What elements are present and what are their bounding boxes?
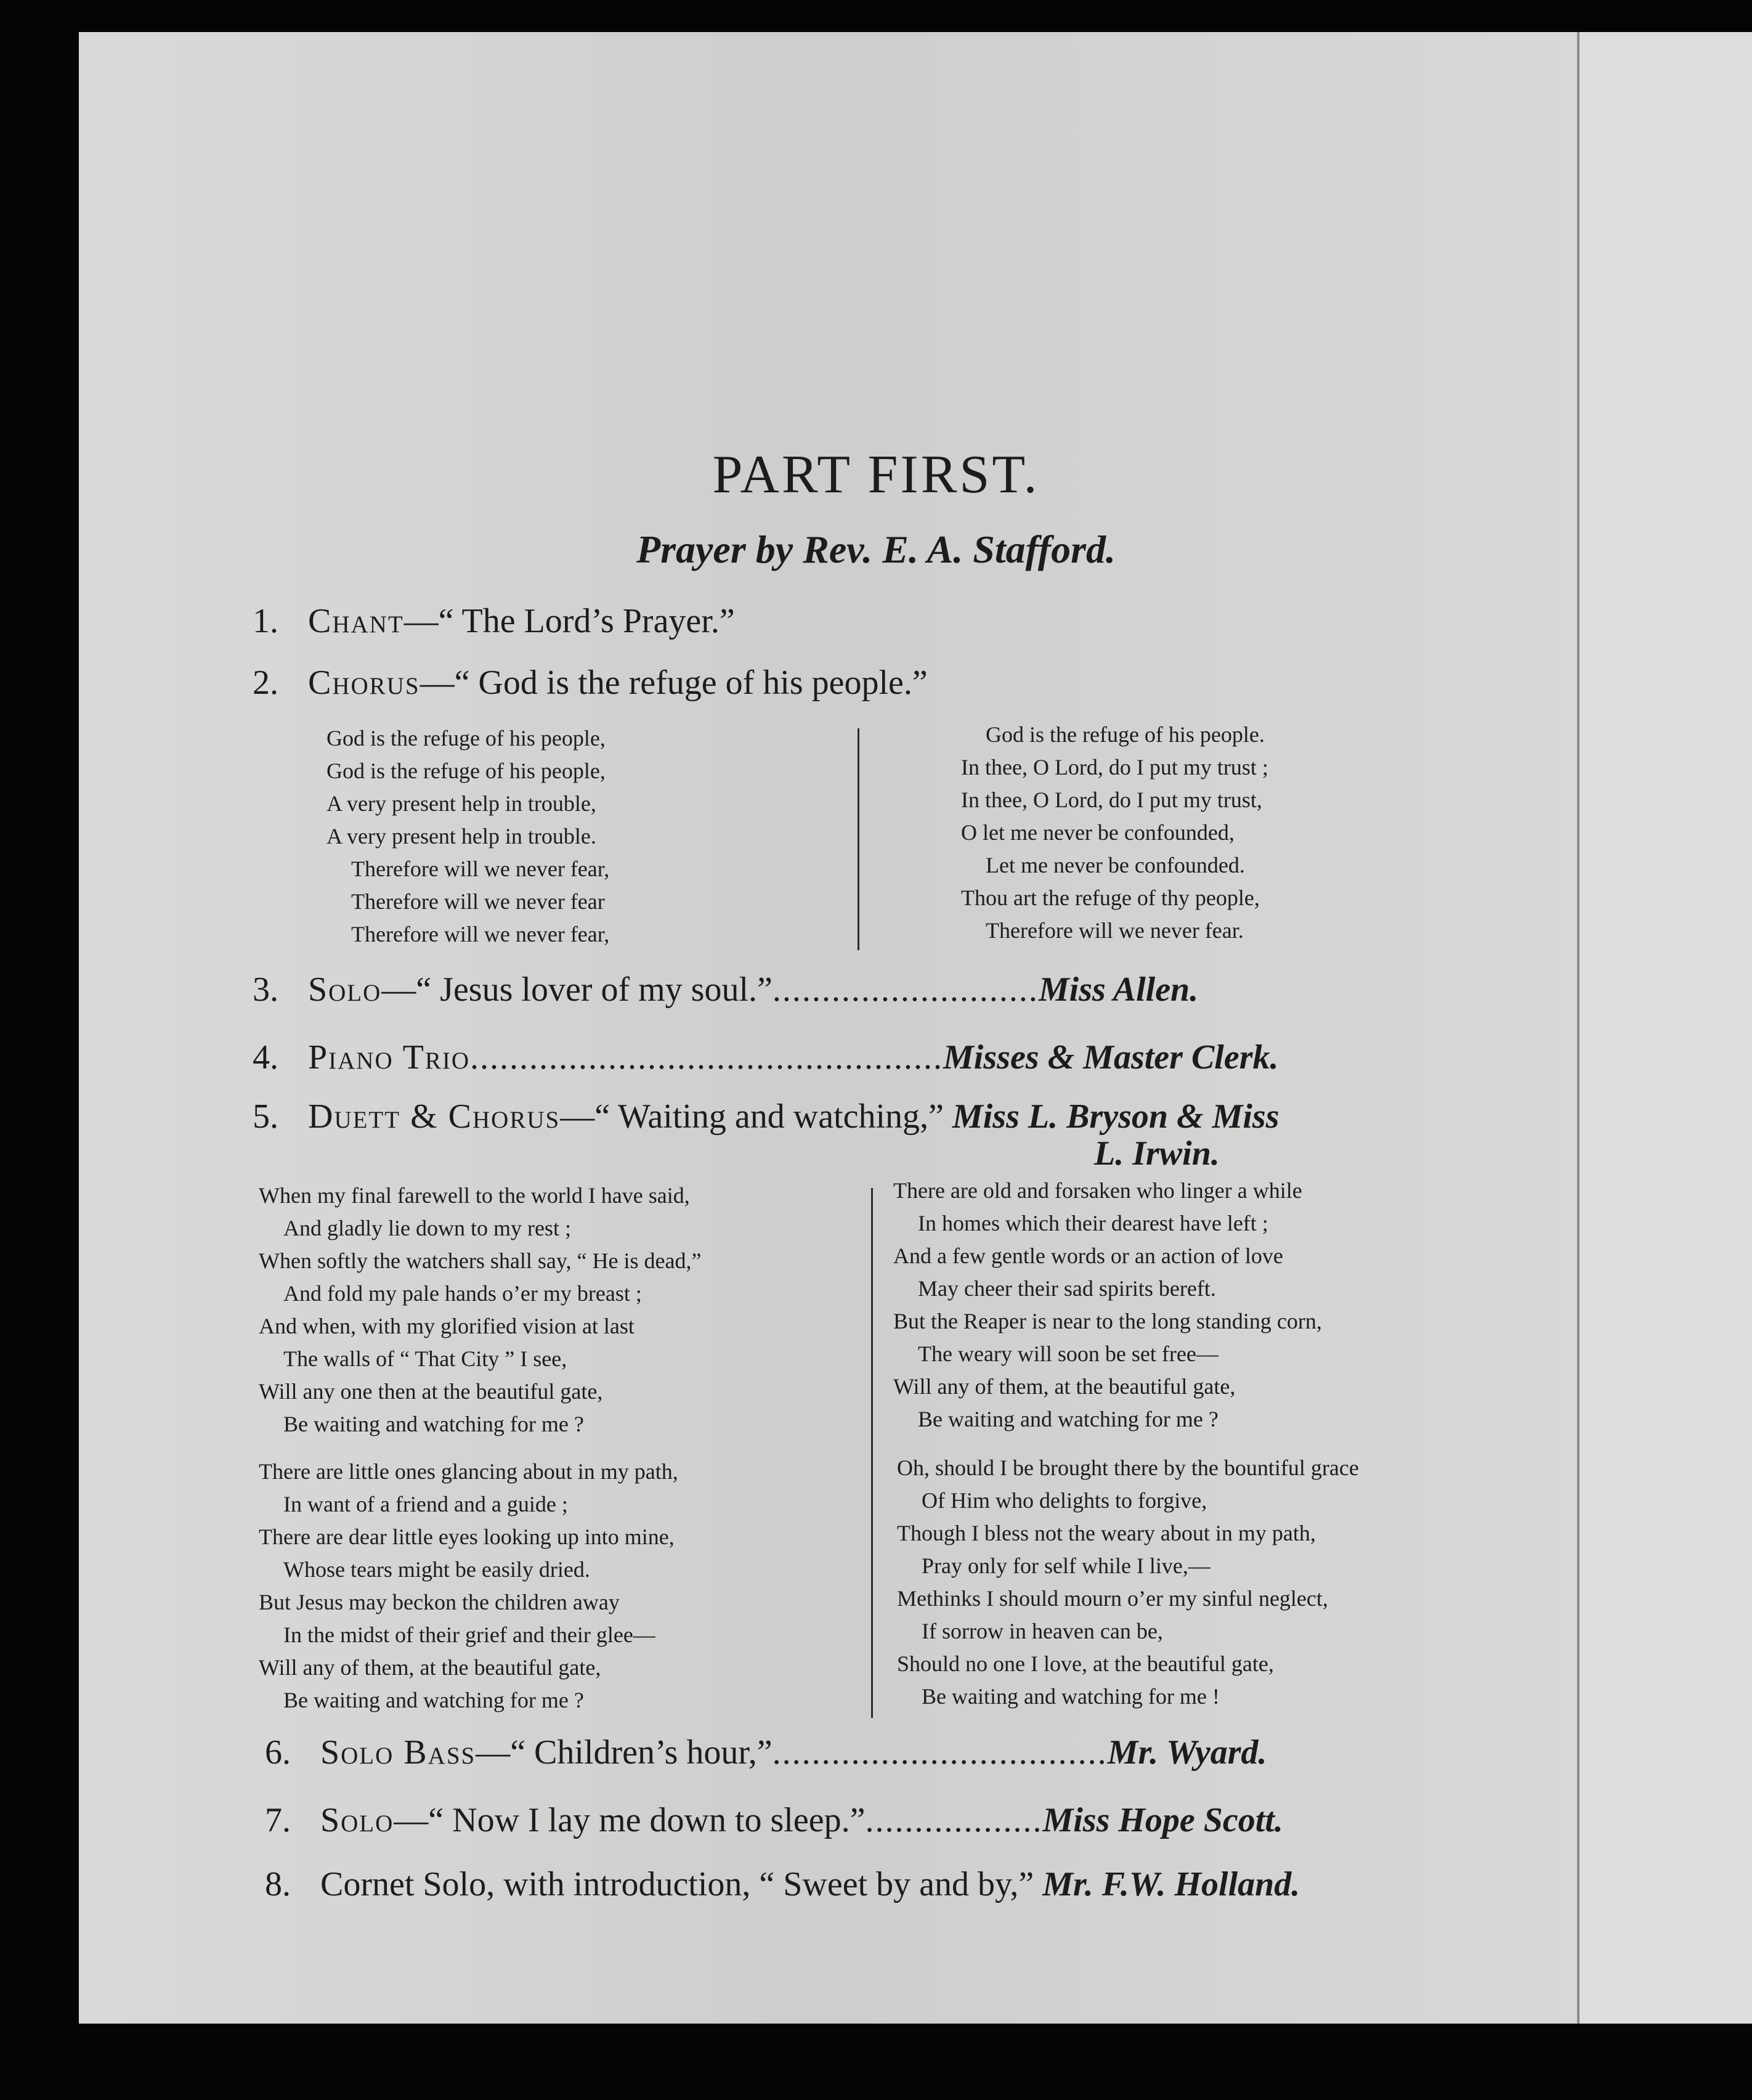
item-title: —“ Waiting and watching,” xyxy=(560,1097,944,1136)
verse-line: God is the refuge of his people, xyxy=(326,759,606,783)
verse-line: Be waiting and watching for me ! xyxy=(922,1684,1220,1709)
verse-line: Be waiting and watching for me ? xyxy=(918,1407,1219,1431)
verse-line: Methinks I should mourn o’er my sinful neglect, xyxy=(897,1586,1328,1611)
verse-line: Thou art the refuge of thy people, xyxy=(961,885,1260,910)
item-number: 6. xyxy=(265,1733,291,1772)
item-number: 1. xyxy=(253,602,278,640)
verse-line: The weary will soon be set free— xyxy=(918,1341,1219,1366)
verse-line: God is the refuge of his people. xyxy=(986,722,1265,747)
verse-line: There are dear little eyes looking up into mine, xyxy=(259,1524,675,1549)
adjacent-page-edge xyxy=(1580,32,1752,2024)
item-title: , with introduction, “ Sweet by and by,” xyxy=(486,1865,1034,1903)
verse-line: But Jesus may beckon the children away xyxy=(259,1590,620,1614)
programme-item-2 xyxy=(253,663,1485,702)
verse-line: Let me never be confounded. xyxy=(986,853,1245,877)
leader-dots: .................. xyxy=(865,1801,1043,1839)
verse-line: But the Reaper is near to the long standing corn, xyxy=(893,1309,1322,1333)
leader-dots: ........................... xyxy=(772,971,1039,1009)
performer: Miss Hope Scott. xyxy=(1042,1801,1283,1839)
verse-line: Therefore will we never fear, xyxy=(351,922,610,946)
performer: Mr. F.W. Holland. xyxy=(1042,1865,1300,1903)
prayer-line: Prayer by Rev. E. A. Stafford. xyxy=(636,527,1116,571)
verse-line: Will any of them, at the beautiful gate, xyxy=(259,1655,601,1680)
verse-line: Therefore will we never fear, xyxy=(351,857,610,881)
item-number: 7. xyxy=(265,1801,291,1839)
item-kind: Cornet Solo xyxy=(320,1865,487,1903)
verse-line: Oh, should I be brought there by the bountiful grace xyxy=(897,1455,1359,1480)
verse-line: And a few gentle words or an action of love xyxy=(893,1243,1283,1268)
paper-sheet xyxy=(79,32,1609,2024)
verse-line: Will any one then at the beautiful gate, xyxy=(259,1379,603,1404)
verse-line: In thee, O Lord, do I put my trust ; xyxy=(961,755,1268,779)
item-number: 3. xyxy=(253,971,278,1009)
verse-line: The walls of “ That City ” I see, xyxy=(283,1346,567,1371)
programme-item-1 xyxy=(253,601,1485,641)
verse-line: When my final farewell to the world I have said, xyxy=(259,1183,690,1208)
verse-line: God is the refuge of his people, xyxy=(326,726,606,751)
programme-item-5 xyxy=(253,1097,1485,1136)
item-kind: Chorus xyxy=(308,664,420,702)
programme-item-5-performer-cont xyxy=(1094,1134,1464,1173)
item-kind: Solo Bass xyxy=(320,1733,476,1772)
item-number: 4. xyxy=(253,1038,278,1076)
item-title: —“ Jesus lover of my soul.” xyxy=(381,971,773,1009)
item-number: 8. xyxy=(265,1865,291,1903)
item-number: 5. xyxy=(253,1097,278,1136)
performer: Misses & Master Clerk. xyxy=(943,1038,1279,1076)
verse-line: Be waiting and watching for me ? xyxy=(283,1412,584,1436)
chorus-verse-left xyxy=(326,722,609,951)
verse-line: A very present help in trouble. xyxy=(326,824,596,849)
verse-line: If sorrow in heaven can be, xyxy=(922,1619,1163,1643)
verse-line: And fold my pale hands o’er my breast ; xyxy=(283,1281,642,1306)
column-divider xyxy=(858,728,859,950)
verse-line: O let me never be confounded, xyxy=(961,820,1235,845)
item-kind: Solo xyxy=(320,1801,394,1839)
verse-line: And when, with my glorified vision at last xyxy=(259,1314,635,1338)
item-kind: Duett & Chorus xyxy=(308,1097,561,1136)
verse-line: There are little ones glancing about in my path, xyxy=(259,1459,678,1484)
performer: Miss L. Bryson & Miss xyxy=(952,1097,1280,1136)
item-title: —“ The Lord’s Prayer.” xyxy=(404,602,735,640)
duett-verse-right-2 xyxy=(897,1452,1359,1713)
verse-line: When softly the watchers shall say, “ He is dead,” xyxy=(259,1248,702,1273)
verse-line: Pray only for self while I live,— xyxy=(922,1553,1211,1578)
chorus-verse-right xyxy=(961,718,1268,947)
programme-item-8 xyxy=(265,1865,1497,1904)
verse-line: Be waiting and watching for me ? xyxy=(283,1688,584,1712)
duett-verse-left-2 xyxy=(259,1455,678,1717)
programme-item-4 xyxy=(253,1038,1485,1077)
verse-line: There are old and forsaken who linger a while xyxy=(893,1178,1302,1203)
verse-line: In homes which their dearest have left ; xyxy=(918,1211,1268,1235)
verse-line: Should no one I love, at the beautiful gate, xyxy=(897,1651,1274,1676)
item-kind: Piano Trio xyxy=(308,1038,470,1076)
verse-line: In the midst of their grief and their glee— xyxy=(283,1622,655,1647)
programme-item-6 xyxy=(265,1733,1497,1772)
item-kind: Chant xyxy=(308,602,404,640)
verse-line: Of Him who delights to forgive, xyxy=(922,1488,1207,1513)
verse-line: Therefore will we never fear. xyxy=(986,918,1244,943)
verse-line: Though I bless not the weary about in my path, xyxy=(897,1521,1316,1545)
verse-line: In want of a friend and a guide ; xyxy=(283,1492,568,1516)
item-title: —“ Now I lay me down to sleep.” xyxy=(394,1801,866,1839)
verse-line: Whose tears might be easily dried. xyxy=(283,1557,590,1582)
verse-line: May cheer their sad spirits bereft. xyxy=(918,1276,1216,1301)
verse-line: Therefore will we never fear xyxy=(351,889,605,914)
duett-verse-left-1 xyxy=(259,1179,701,1441)
item-title: —“ God is the refuge of his people.” xyxy=(420,664,928,702)
section-title: PART FIRST. xyxy=(712,445,1040,505)
column-divider xyxy=(871,1188,873,1718)
verse-line: A very present help in trouble, xyxy=(326,791,596,816)
performer-continued: L. Irwin. xyxy=(1094,1134,1220,1173)
duett-verse-right-1 xyxy=(893,1174,1322,1436)
leader-dots: ................................................ xyxy=(470,1038,943,1076)
verse-line: In thee, O Lord, do I put my trust, xyxy=(961,788,1262,812)
programme-item-3 xyxy=(253,970,1485,1009)
verse-line: And gladly lie down to my rest ; xyxy=(283,1216,571,1240)
item-title: —“ Children’s hour,” xyxy=(476,1733,773,1772)
performer: Miss Allen. xyxy=(1038,971,1199,1009)
verse-line: Will any of them, at the beautiful gate, xyxy=(893,1374,1236,1399)
leader-dots: .................................. xyxy=(772,1733,1108,1772)
performer: Mr. Wyard. xyxy=(1107,1733,1267,1772)
item-kind: Solo xyxy=(308,971,382,1009)
item-number: 2. xyxy=(253,664,278,702)
programme-item-7 xyxy=(265,1801,1497,1840)
